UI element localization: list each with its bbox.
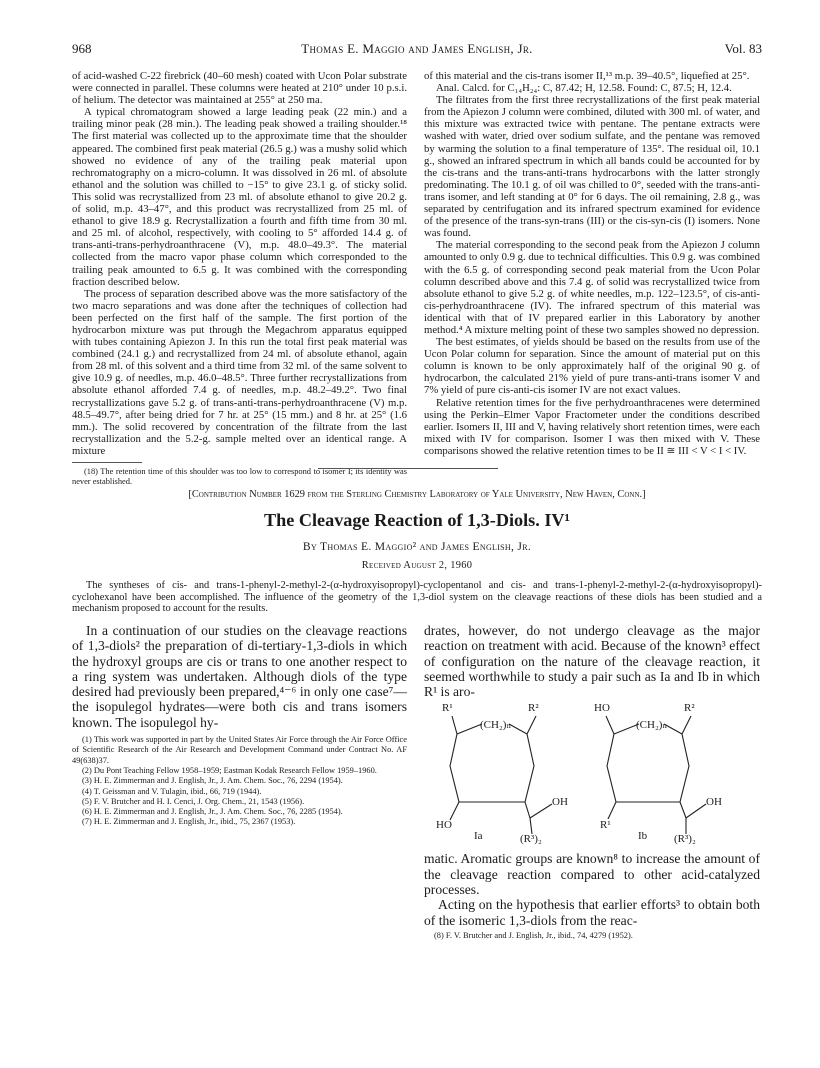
ib-ring-right-edge bbox=[680, 734, 689, 802]
structure-drawing bbox=[424, 702, 760, 847]
footnote-7: (7) H. E. Zimmerman and J. English, Jr., ibid., 75, 2367 (1953). bbox=[82, 817, 296, 827]
ib-ch2n-label: (CH₂)ₙ bbox=[636, 719, 668, 732]
ib-compound-label: Ib bbox=[638, 830, 648, 843]
article-title: The Cleavage Reaction of 1,3-Diols. IV¹ bbox=[263, 510, 571, 530]
article-body-right bbox=[424, 623, 760, 941]
ia-r2-label: R² bbox=[528, 702, 539, 715]
body-paragraph: drates, however, do not undergo cleavage as the major reaction on treatment with acid. Because of the known³ effect of configuration on the nature of the cleavage reaction, it seemed worthwhile to study a pair such as Ia and Ib in which R¹ is aro- bbox=[424, 623, 760, 700]
ia-r1-label: R¹ bbox=[442, 702, 453, 715]
ia-ho-label: HO bbox=[436, 819, 452, 832]
contribution-line: [Contribution Number 1629 from the Sterling Chemistry Laboratory of Yale University, New Haven, Conn.] bbox=[188, 489, 646, 500]
ib-oh-label: OH bbox=[706, 796, 722, 809]
paragraph: The process of separation described above was the more satisfactory of the two macro separations and was done after the techniques of collection had been perfected on the first half of the sample. The first portion of the hydrocarbon mixture was put through the Megachrom apparatus equipped with tubes containing Apiezon J. In this run the total first peak material was combined (24.1 g.) and recrystallized from 24 ml. of absolute ethanol, again from 28 ml. of this solvent and a third time from 32 ml. of the same solvent to give 10.9 g. of needles, m.p. 46.0–48.5°. Three further recrystallizations from absolute ethanol afforded 7.4 g. of needles, m.p. 48.2–49.2°. Two final recrystallizations gave 5.2 g. of trans-anti-trans-perhydroanthracene (V) m.p. 48.5–49.7°, after being dried for 7 hr. at 25° (15 mm.) and 8 hr. at 25° (1.6 mm.). The solid recovered by concentration of the filtrate from the last recrystallization and the 5.2-g. sample melted over an identical range. A mixture bbox=[72, 287, 407, 457]
experimental-column-left bbox=[72, 70, 407, 487]
analysis-line: Anal. Calcd. for C₁₄H₂₄: C, 87.42; H, 12.58. Found: C, 87.5; H, 12.4. bbox=[436, 82, 732, 95]
ib-r1-label: R¹ bbox=[600, 819, 611, 832]
paragraph: The filtrates from the first three recrystallizations of the first peak material from the Apiezon J column were combined, diluted with 300 ml. of water, and this mixture was extracted twice with pentane. The pentane extracts were washed with water, dried over sodium sulfate, and the pentane was removed by warming the solution to a final temperature of 135°. The residual oil, 10.1 g., showed an infrared spectrum in which all bands could be accounted for by the cis-trans and the trans-anti-trans hydrocarbons with the latter strongly predominating. The 10.1 g. of oil was chilled to 0°, seeded with the trans-anti-trans isomer, and left standing at 0° for 6 days. The oil remaining, 2.8 g., was separated by centrifugation and its infrared spectrum examined for evidence of the presence of the trans-syn-trans (III) or the cis-syn-cis (I) isomers. None was found. bbox=[424, 94, 760, 240]
ib-ho-label: HO bbox=[594, 702, 610, 715]
paragraph: of acid-washed C-22 firebrick (40–60 mesh) coated with Ucon Polar substrate were connected in parallel. These columns were heated at 210° under 10 p.s.i. of helium. The detector was maintained at 255° at 250 ma. bbox=[72, 70, 407, 107]
article-body-left bbox=[72, 623, 407, 828]
ia-ring-top-right bbox=[509, 724, 527, 734]
paragraph: The material corresponding to the second peak from the Apiezon J column amounted to only 0.9 g. due to technical difficulties. This 0.9 g. was combined with the 6.5 g. of corresponding second peak material from the Ucon Polar column described above and this 7.4 g. of solid was recrystallized twice from absolute ethanol to give 5.2 g. of white needles, m.p. 122–123.5°, of cis-anti-cis-perhydroanthracene (IV). The infrared spectrum of this material was identical with that of IV prepared earlier in this Laboratory by another method.⁴ A mixture melting point of these two samples showed no depression. bbox=[424, 239, 760, 336]
ib-r3-label: (R³)₂ bbox=[674, 833, 696, 846]
footnote-6: (6) H. E. Zimmerman and J. English, Jr., J. Am. Chem. Soc., 76, 2285 (1954). bbox=[82, 807, 343, 817]
footnote-rule bbox=[72, 462, 142, 463]
ia-bond-r3 bbox=[530, 818, 532, 834]
footnote-3: (3) H. E. Zimmerman and J. English, Jr., J. Am. Chem. Soc., 76, 2294 (1954). bbox=[82, 776, 343, 786]
running-authors: Thomas E. Maggio and James English, Jr. bbox=[301, 41, 533, 56]
running-head bbox=[72, 41, 762, 59]
footnote-4: (4) T. Geissman and V. Tulagin, ibid., 66, 719 (1944). bbox=[82, 786, 262, 796]
abstract: The syntheses of cis- and trans-1-phenyl-2-methyl-2-(α-hydroxyisopropyl)-cyclopentanol and cis- and trans-1-phenyl-2-methyl-2-(α-hydroxyisopropyl)-cyclohexanol have been accomplished. The influence of the geometry of the 1,3-diol system on the cleavage reactions of these diols has been studied and a mechanism proposed to account for the results. bbox=[72, 580, 762, 615]
ia-compound-label: Ia bbox=[474, 830, 483, 843]
article-authors: By Thomas E. Maggio² and James English, Jr. bbox=[302, 540, 532, 553]
body-paragraph: Acting on the hypothesis that earlier efforts³ to obtain both of the isomeric 1,3-diols from the reac- bbox=[424, 897, 760, 928]
volume-label: Vol. 83 bbox=[724, 41, 762, 56]
paragraph: The best estimates, of yields should be based on the results from use of the Ucon Polar column for separation. Since the amount of material put on this column is known to be only approximately half of the original 90 g. of hydrocarbon, the calculated 21% yield of pure trans-anti-trans isomer V and 7% yield of pure cis-anti-cis isomer IV are not exact values. bbox=[424, 336, 760, 397]
ib-bond-r1 bbox=[608, 802, 616, 819]
ia-ring-left-edge bbox=[450, 734, 459, 802]
ia-ring-top-left bbox=[457, 724, 482, 734]
paragraph: Relative retention times for the five perhydroanthracenes were determined using the Perkin–Elmer Vapor Fractometer under the conditions described earlier. Isomers II, III and V, having relatively short retention times, were each mixed with IV for comparison. Isomer I was then mixed with V. These comparisons showed the relative retention times to be II ≅ III < V < I < IV. bbox=[424, 396, 760, 457]
footnote-1: (1) This work was supported in part by the United States Air Force through the Air Force Office of Scientific Research of the Air Research and Development Command under Contract No. AF 49(638)37. bbox=[72, 735, 407, 765]
ia-bond-ho bbox=[450, 802, 459, 820]
received-date: Received August 2, 1960 bbox=[361, 560, 473, 571]
ia-bond-r1 bbox=[452, 716, 457, 734]
footnote-5: (5) F. V. Brutcher and H. I. Cenci, J. Org. Chem., 21, 1543 (1956). bbox=[82, 796, 305, 806]
footnote-18: (18) The retention time of this shoulder was too low to correspond to isomer I; its identity was never established. bbox=[72, 467, 407, 486]
ia-ring-right-edge bbox=[525, 734, 534, 802]
ib-r2-label: R² bbox=[684, 702, 695, 715]
ib-bond-r2 bbox=[682, 716, 691, 734]
body-paragraph: matic. Aromatic groups are known⁸ to increase the amount of the cleavage reaction compared to other acid-catalyzed processes. bbox=[424, 851, 760, 898]
paragraph: A typical chromatogram showed a large leading peak (22 min.) and a trailing minor peak (28 min.). The leading peak showed a trailing shoulder.¹⁸ The first material was collected up to the approximate time that the shoulder appeared. The combined first peak material (26.5 g.) was a mushy solid which showed no evidence of any of the trailing peak material upon rechromatography on a micro-column. It was dissolved in 26 ml. of absolute ethanol and the solution was chilled to −15° to give 23.1 g. of sticky solid. This solid was recrystallized from 23 ml. of absolute ethanol to give 20.2 g. of solid, m.p. 43–47°, and this product was recrystallized from 25 ml. of ethanol to give 18.9 g. Recrystallization a fourth and fifth time from 30 ml. and 25 ml. of alcohol, respectively, with cooling to 5° afforded 14.4 g. of trans-anti-trans-perhydroanthracene (V), m.p. 48.0–49.3°. The material collected from the macro vapor phase column which corresponded to the trailing peak amounted to 6.5 g. It was combined with the corresponding fraction described below. bbox=[72, 106, 407, 288]
footnote-2: (2) Du Pont Teaching Fellow 1958–1959; Eastman Kodak Research Fellow 1959–1960. bbox=[82, 765, 377, 775]
footnote-8: (8) F. V. Brutcher and J. English, Jr., ibid., 74, 4279 (1952). bbox=[434, 930, 633, 940]
ib-ring-left-edge bbox=[607, 734, 616, 802]
ia-bond-cohh bbox=[525, 802, 552, 818]
footnotes bbox=[72, 735, 407, 828]
structure-figure bbox=[424, 702, 760, 847]
ib-bond-cohh bbox=[680, 802, 706, 818]
ia-oh-label: OH bbox=[552, 796, 568, 809]
experimental-column-right bbox=[424, 70, 760, 457]
ia-r3-label: (R³)₂ bbox=[520, 833, 542, 846]
paragraph: of this material and the cis-trans isomer II,¹³ m.p. 39–40.5°, liquefied at 25°. bbox=[424, 70, 750, 82]
body-paragraph: In a continuation of our studies on the cleavage reactions of 1,3-diols² the preparation of di-tertiary-1,3-diols in which the hydroxyl groups are cis or trans to one another respect to a ring system was undertaken. Although diols of the type desired had previously been prepared,⁴⁻⁶ in only one case⁷—the isopulegol hydrates—were both cis and trans isomers known. The isopulegol hy- bbox=[72, 623, 407, 730]
page-number: 968 bbox=[72, 41, 92, 56]
article-separator bbox=[318, 468, 498, 469]
ia-bond-r2 bbox=[527, 716, 536, 734]
ia-ch2n-label: (CH₂)ₙ bbox=[480, 719, 512, 732]
ib-bond-ho bbox=[606, 716, 614, 734]
